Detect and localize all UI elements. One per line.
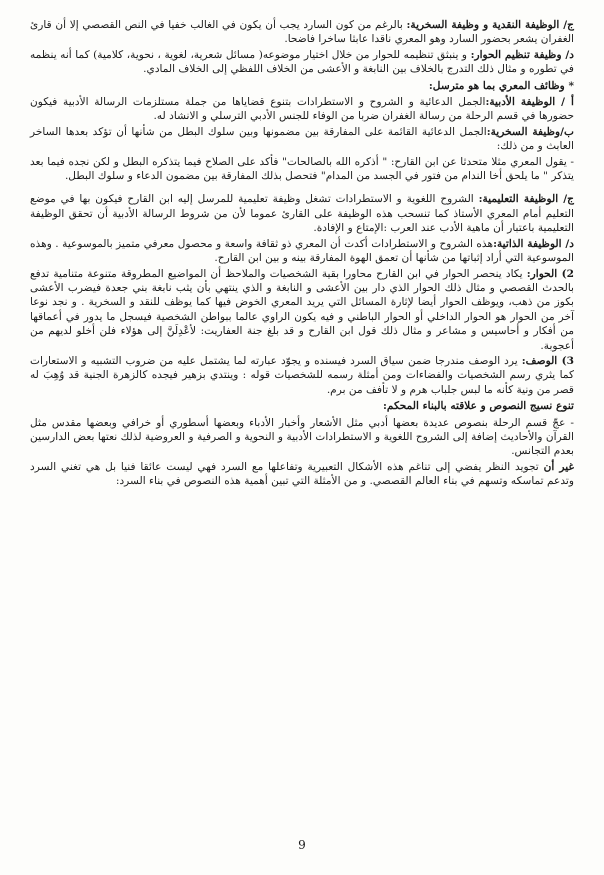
section-heading — [30, 79, 574, 93]
heading-text: تنوع نسيج النصوص و علاقته بالبناء المحكم: — [383, 400, 574, 413]
paragraph-text: الجمل الدعائية القائمة على المفارقة بين مضمونها وبين سلوك البطل من شأنها أن تؤكد بعدها الساخر العابث و من ذلك: — [30, 125, 574, 153]
paragraph-text: الجمل الدعائية و الشروح و الاستطرادات بتنوع قضاياها من جملة مستلزمات الرسالة الأدبية فيكون حضورها في قسم الرحلة من رسالة الغفران ضربا من الوفاء للجنس الأدبي الترسلي و الانشاد له. — [30, 96, 574, 123]
paragraph — [30, 267, 574, 353]
paragraph-label: ب/وظيفة السخرية: — [486, 125, 574, 138]
paragraph-label: ج/ الوظيفة التعليمية: — [478, 193, 574, 206]
paragraph-text: و ينبثق تنظيمه للحوار من خلال اختيار موضوعه( مسائل شعرية، لغوية ، نحوية، كلامية) كما أنه ينظمه في تطوره و مثال ذلك التدرج بالخلاف بين النابغة و الأعشى من الخلاف اللفظي إلى الخلاف المادي. — [30, 48, 574, 76]
paragraph-text: - يقول المعري مثلا متحدثا عن ابن القارح: " أذكره الله بالصالحات" فأكد على الصلاح فيما يتذكره البطل و لكن نجده فيما بعد يتذكر " ما يلحق أخا الندام من فتور في الجسد من المدام" فتحصل بذلك المفارقة بين مضمون الدعاء و سلوك البطل. — [30, 155, 574, 183]
paragraph — [30, 125, 574, 154]
paragraph-label: غير أن — [543, 460, 574, 473]
page-number: 9 — [298, 838, 306, 852]
paragraph — [30, 155, 574, 184]
paragraph-label: أ / الوظيفة الأدبية: — [485, 96, 574, 109]
paragraph-text: - عجّ قسم الرحلة بنصوص عديدة بعضها أدبي مثل الأشعار وأخبار الأدباء وبعضها أسطوري أو خرافي وبعضها مقدس مثل القرآن والأحاديث إضافة إلى الشروح اللغوية و الاستطرادات الأدبية و النحوية و الصرفية و العروضية لذلك نعتها بعض الدارسين بعدم التجانس. — [30, 416, 574, 458]
paragraph-label: 2) الحوار: — [526, 267, 575, 280]
paragraph — [30, 237, 574, 266]
paragraph-text: يكاد ينحصر الحوار في ابن القارح محاورا بقية الشخصيات والملاحظ أن المواضيع المطروقة متنوعة متنامية تدفع بالحدث القصصي و مثال ذلك الحوار الذي دار بين الأعشى و النابغة و الذي ينتهي بأن يثب نابغة بني جعدة فيضرب الأعشى بكوز من ذهب، ويوظف الحوار أيضا لإثارة المسائل التي يريد المعري الخوض فيها كما يوظف للنقد و السخرية . و نجد نوعا آخر من الحوار هو الحوار الداخلي أو الحوار الباطني و فيه يكون الراوي عالما ببواطن الشخصية فيسجل ما يدور في أعماقها من أفكار و أحاسيس و مشاعر و مثال ذلك قول ابن القارح و قد بلغ جنة العفاريت: لأعْدِلَنَّ إلى هؤلاء فلن أخلو لديهم من أعجوبة. — [30, 267, 574, 352]
paragraph — [30, 354, 574, 397]
paragraph-text: يرد الوصف مندرجا ضمن سياق السرد فيسنده و يجوّد عبارته لما يشتمل عليه من ضروب التشبيه و الاستعارات كما يثري رسم الشخصيات والفضاءات ومن أمثلة رسمه للشخصيات قوله : وينتدي بزهير فيجده كالزهرة الجنية قد وُهِبَ له قصر من ونية كأنه ما لبس جلباب هرم و لا تأفف من برم. — [30, 354, 574, 396]
page-content — [30, 18, 574, 489]
paragraph — [30, 460, 574, 489]
paragraph-text: بالرغم من كون السارد يجب أن يكون في الغالب خفيا في النص القصصي إلا أن قارئ الغفران يشعر بحضور السارد وهو المعري ناقدا عابثا ساخرا فاضحا. — [30, 19, 574, 46]
section-heading — [30, 399, 574, 413]
paragraph-text: الشروح اللغوية و الاستطرادات تشغل وظيفة تعليمية للمرسل إليه ابن القارح فيكون بها في موضع التعليم أمام المعري الأستاذ كما تنسحب هذه الوظيفة على القارئ عموما لأن من شروط الرسالة الأدبية أن تحقق الوظيفة التعليمية باعتبار أن ماهية الأدب عند العرب :الإمتاع و الإفادة. — [30, 193, 574, 235]
paragraph-text: هذه الشروح و الاستطرادات أكدت أن المعري ذو ثقافة واسعة و محصول معرفي متميز بالموسوعية . وهذه الموسوعية التي أراد إثباتها من شأنها أن تعمق الهوة المفارقة بينه و بين ابن القارح. — [30, 237, 574, 265]
paragraph-label: 3) الوصف: — [521, 354, 574, 367]
paragraph-label: ج/ الوظيفة النقدية و وظيفة السخرية: — [406, 19, 574, 31]
paragraph — [30, 416, 574, 459]
paragraph — [30, 48, 574, 77]
heading-text: * وظائف المعري بما هو مترسل: — [428, 79, 574, 92]
paragraph-label: د/ الوظيفة الذاتية: — [493, 237, 574, 250]
paragraph — [30, 192, 574, 235]
paragraph-text: تجويد النظر يفضي إلى تناغم هذه الأشكال التعبيرية وتفاعلها مع السرد فهي ليست عائقا فنيا بل هي تغني السرد وتدعم تماسكه وتسهم في بناء العالم القصصي. و من الأمثلة التي تبين أهمية هذه النصوص في بناء السرد: — [30, 460, 574, 488]
paragraph-label: د/ وظيفة تنظيم الحوار: — [470, 48, 574, 61]
paragraph — [30, 18, 574, 47]
paragraph — [30, 95, 574, 124]
